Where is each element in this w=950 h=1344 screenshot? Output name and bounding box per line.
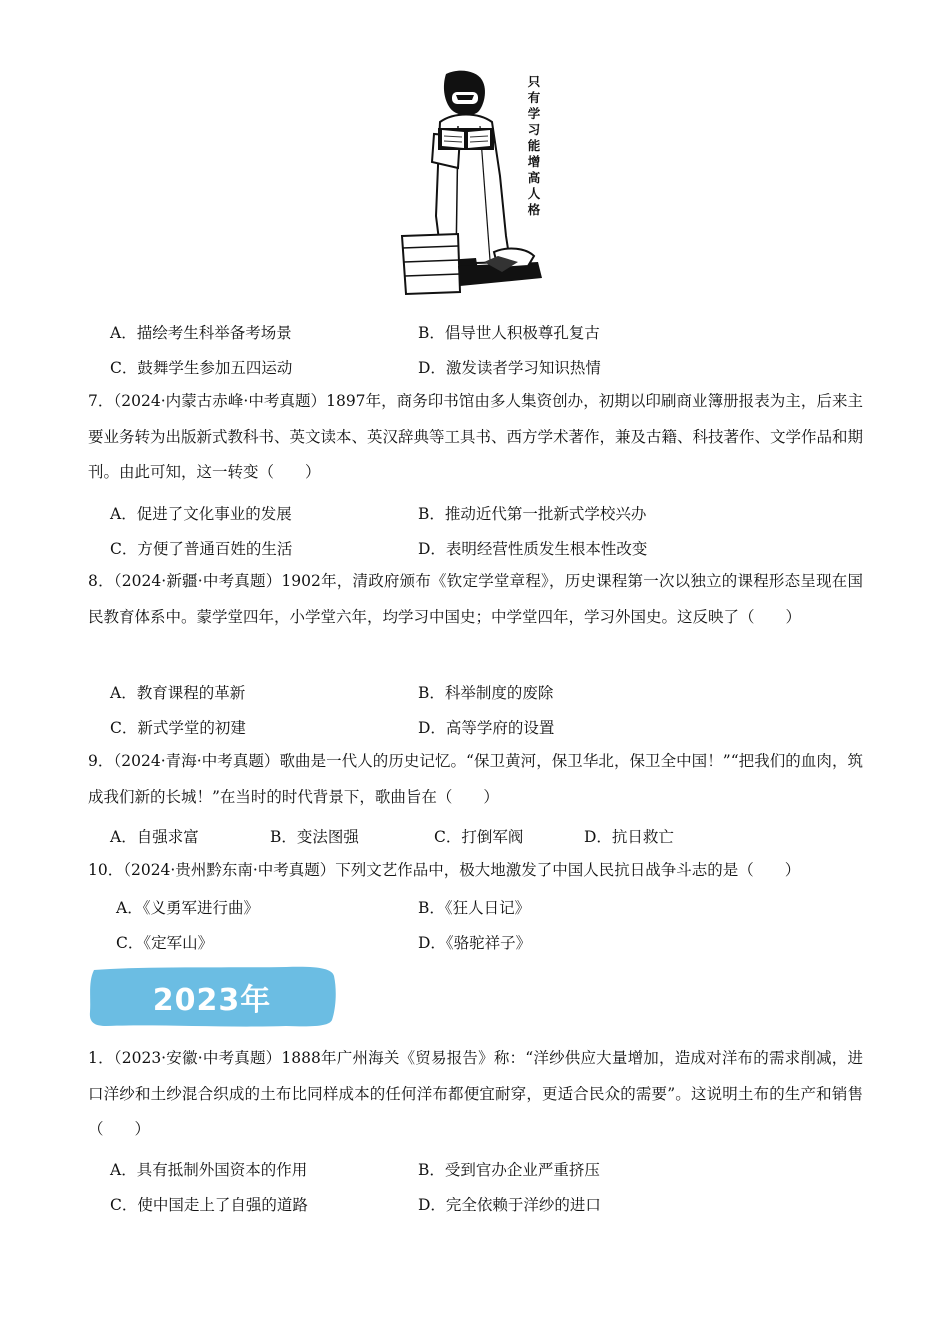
caption-char: 有	[527, 90, 541, 105]
q9-option-b[interactable]: B．变法图强	[270, 828, 359, 846]
q10-option-a[interactable]: A．《义勇军进行曲》	[116, 899, 259, 917]
caption-char: 习	[527, 122, 541, 137]
q6-option-a[interactable]: A．描绘考生科举备考场景	[110, 324, 292, 342]
q6-option-b[interactable]: B．倡导世人积极尊孔复古	[418, 324, 600, 342]
q6-option-d[interactable]: D．激发读者学习知识热情	[418, 359, 601, 377]
q8-option-d[interactable]: D．高等学府的设置	[418, 719, 555, 737]
q10-option-d[interactable]: D．《骆驼祥子》	[418, 934, 532, 952]
q9-stem: 9．（2024·青海·中考真题）歌曲是一代人的历史记忆。“保卫黄河，保卫华北，保卫全中国！”“把我们的血肉，筑成我们新的长城！”在当时的时代背景下，歌曲旨在（ ）	[88, 752, 863, 806]
q10-stem: 10．（2024·贵州黔东南·中考真题）下列文艺作品中，极大地激发了中国人民抗日战争斗志的是（ ）	[88, 861, 801, 879]
q7-option-c[interactable]: C．方便了普通百姓的生活	[110, 540, 293, 558]
caption-char: 学	[527, 106, 541, 121]
year-label: 2023年	[152, 983, 272, 1018]
caption-char: 人	[527, 186, 541, 201]
q2023-1-stem: 1．（2023·安徽·中考真题）1888年广州海关《贸易报告》称：“洋纱供应大量增加，造成对洋布的需求削减，进口洋纱和土纱混合织成的土布比同样成本的任何洋布都便宜耐穿，更适合民众的需要”。这说明土布的生产和销售（ ）	[88, 1049, 863, 1138]
q6-option-c[interactable]: C．鼓舞学生参加五四运动	[110, 359, 293, 377]
caption-char: 格	[527, 202, 541, 217]
q2023-1-option-a[interactable]: A．具有抵制外国资本的作用	[110, 1161, 308, 1179]
q2023-1-option-d[interactable]: D．完全依赖于洋纱的进口	[418, 1196, 601, 1214]
q10-option-c[interactable]: C．《定军山》	[116, 934, 214, 952]
q7-option-b[interactable]: B．推动近代第一批新式学校兴办	[418, 505, 647, 523]
caption-char: 高	[527, 170, 541, 185]
caption-char: 能	[527, 138, 541, 153]
scholar-reading-illustration	[398, 66, 550, 298]
figure-caption	[528, 74, 541, 217]
caption-char: 增	[527, 154, 541, 169]
q7-option-d[interactable]: D．表明经营性质发生根本性改变	[418, 540, 648, 558]
q2023-1-option-b[interactable]: B．受到官办企业严重挤压	[418, 1161, 600, 1179]
q8-stem: 8．（2024·新疆·中考真题）1902年，清政府颁布《钦定学堂章程》，历史课程第一次以独立的课程形态呈现在国民教育体系中。蒙学堂四年，小学堂六年，均学习中国史；中学堂四年，学习外国史。这反映了（ ）	[88, 572, 863, 626]
q8-option-a[interactable]: A．教育课程的革新	[110, 684, 246, 702]
q2023-1-option-c[interactable]: C．使中国走上了自强的道路	[110, 1196, 308, 1214]
q10-option-b[interactable]: B．《狂人日记》	[418, 899, 531, 917]
q7-option-a[interactable]: A．促进了文化事业的发展	[110, 505, 292, 523]
q8-option-b[interactable]: B．科举制度的废除	[418, 684, 554, 702]
q7-stem: 7．（2024·内蒙古赤峰·中考真题）1897年，商务印书馆由多人集资创办，初期以印刷商业簿册报表为主，后来主要业务转为出版新式教科书、英文读本、英汉辞典等工具书、西方学术著作，兼及古籍、科技著作、文学作品和期刊。由此可知，这一转变（ ）	[88, 392, 864, 481]
q8-option-c[interactable]: C．新式学堂的初建	[110, 719, 246, 737]
q9-option-d[interactable]: D．抗日救亡	[584, 828, 674, 846]
q9-option-a[interactable]: A．自强求富	[110, 828, 199, 846]
caption-char: 只	[527, 74, 541, 89]
q9-option-c[interactable]: C．打倒军阀	[434, 828, 524, 846]
